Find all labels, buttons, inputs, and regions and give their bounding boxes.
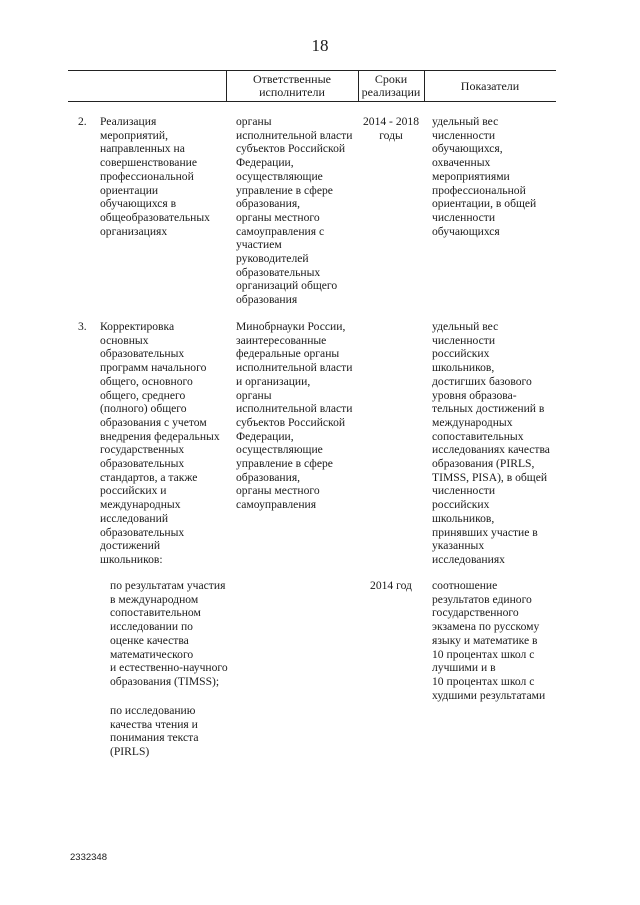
header-top-rule (68, 70, 556, 71)
responsible-cell: Минобрнауки России, заинтересованные федеральные органы исполнительной власти и организации, органы исполнительной власти субъектов Российской Федерации, осуществляющие управление в сфере образования, органы местного самоуправления (236, 320, 353, 512)
row-number: 2. (78, 115, 87, 128)
indicators-cell: удельный вес численности российских школьников, достигших базового уровня образова- тельных достижений в международных сопоставительных исследованиях качества образования (PIRLS, TIMSS, PISA), в общей численности российских школьников, принявших участие в указанных исследованиях (432, 320, 550, 566)
indicators-cell: соотношение результатов единого государственного экзамена по русскому языку и математике в 10 процентах школ с лучшими и в 10 процентах школ с худшими результатами (432, 579, 546, 702)
indicators-cell: удельный вес численности обучающихся, охваченных мероприятиями профессиональной ориентации, в общей численности обучающихся (432, 115, 537, 238)
page-number: 18 (311, 36, 329, 55)
terms-cell: 2014 год (370, 579, 412, 592)
document-code: 2332348 (70, 852, 107, 863)
measure-subitem: по исследованию качества чтения и понимания текста (PIRLS) (110, 704, 199, 759)
header-indicators: Показатели (460, 79, 520, 93)
measure-cell: Реализация мероприятий, направленных на совершенствование профессиональной ориентации обучающихся в общеобразовательных организациях (100, 115, 210, 238)
measure-cell: Корректировка основных образовательных программ начального общего, основного общего, среднего (полного) общего образования с учетом внедрения федеральных государственных образовательных стандартов, а также российских и международных исследований образовательных достижений школьников: (100, 320, 220, 566)
header-bottom-rule (68, 101, 556, 102)
terms-cell: 2014 - 2018 годы (362, 115, 420, 142)
row-number: 3. (78, 320, 87, 333)
measure-subitem: по результатам участия в международном сопоставительном исследовании по оценке качества математического и естественно-научного образования (TIMSS); (110, 579, 228, 688)
header-responsible: Ответственные исполнители (253, 72, 331, 99)
responsible-cell: органы исполнительной власти субъектов Российской Федерации, осуществляющие управление в сфере образования, органы местного самоуправления с участием руководителей образовательных организаций общего образования (236, 115, 353, 307)
header-terms: Сроки реализации (361, 72, 421, 99)
